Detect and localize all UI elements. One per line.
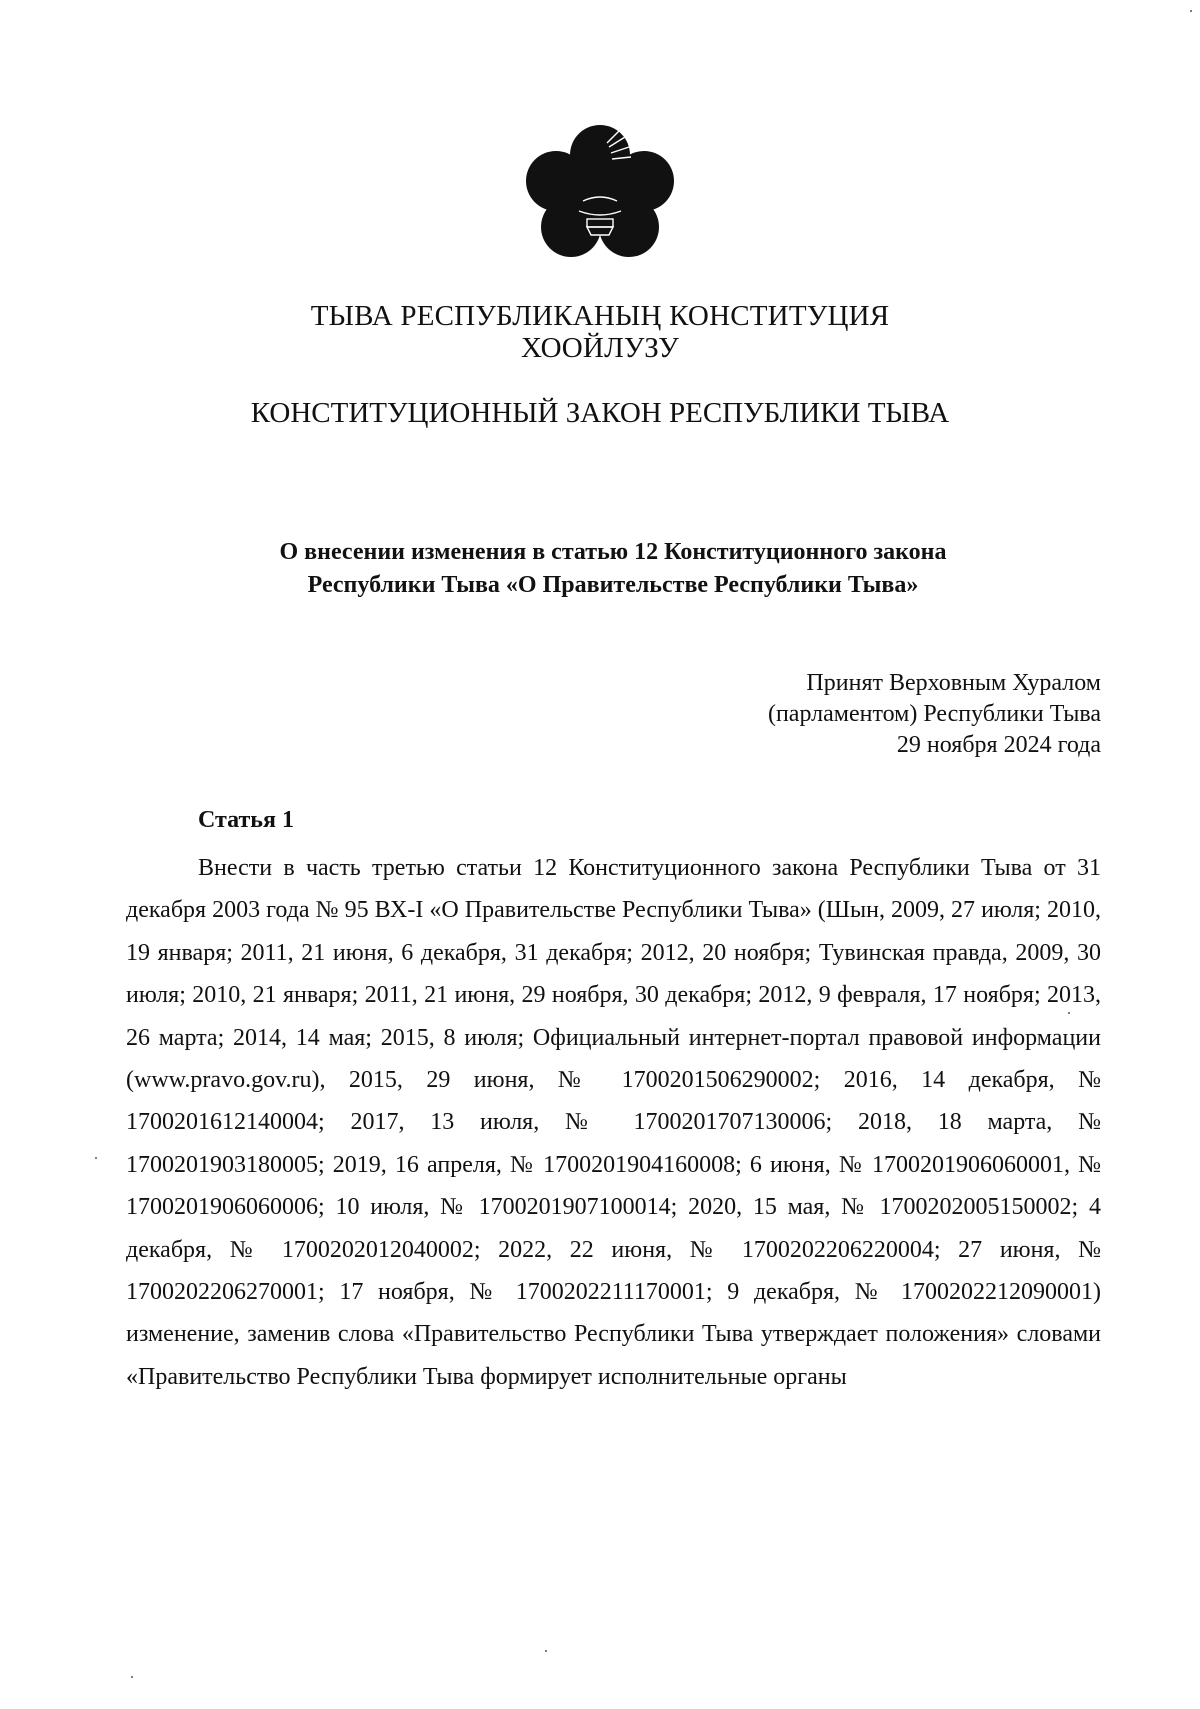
title-tuvan-line2: ХООЙЛУЗУ — [520, 332, 680, 364]
adoption-line2: (парламентом) Республики Тыва — [767, 701, 1101, 727]
document-title-russian: КОНСТИТУЦИОННЫЙ ЗАКОН РЕСПУБЛИКИ ТЫВА — [250, 397, 950, 429]
scan-speck — [1068, 1012, 1070, 1014]
subject-line2: Республики Тыва «О Правительстве Республики Тыва» — [307, 572, 919, 598]
document-title-tuvan — [0, 300, 1200, 364]
tuva-coat-of-arms-icon — [521, 123, 679, 261]
scan-speck — [545, 1650, 547, 1652]
law-subject-heading — [0, 536, 1200, 602]
adoption-date: 29 ноября 2024 года — [896, 732, 1101, 758]
scan-speck — [131, 1676, 133, 1678]
scan-speck — [1190, 10, 1192, 12]
article-body: Внести в часть третью статьи 12 Конституционного закона Республики Тыва от 31 декабря 2003 года № 95 ВХ-I «О Правительстве Республики Тыва» (Шын, 2009, 27 июля; 2010, 19 января; 2011, 21 июня, 6 декабря, 31 декабря; 2012, 20 ноября; Тувинская правда, 2009, 30 июля; 2010, 21 января; 2011, 21 июня, 29 ноября, 30 декабря; 2012, 9 февраля, 17 ноября; 2013, 26 марта; 2014, 14 мая; 2015, 8 июля; Официальный интернет-портал правовой информации (www.pravo.gov.ru), 2015, 29 июня, № 1700201506290002; 2016, 14 декабря, № 1700201612140004; 2017, 13 июля, № 1700201707130006; 2018, 18 марта, № 1700201903180005; 2019, 16 апреля, № 1700201904160008; 6 июня, № 1700201906060001, № 1700201906060006; 10 июля, № 1700201907100014; 2020, 15 мая, № 1700202005150002; 4 декабря, № 1700202012040002; 2022, 22 июня, № 1700202206220004; 27 июня, № 1700202206270001; 17 ноября, № 1700202211170001; 9 декабря, № 1700202212090001) изменение, заменив слова «Правительство Республики Тыва утверждает положения» словами «Правительство Республики Тыва формирует исполнительные органы — [126, 855, 1101, 1390]
scan-speck — [95, 1157, 97, 1159]
adoption-line1: Принят Верховным Хуралом — [806, 670, 1101, 696]
adoption-note — [768, 668, 1101, 761]
article-title: Статья 1 — [198, 807, 294, 833]
subject-line1: О внесении изменения в статью 12 Конституционного закона — [279, 539, 947, 565]
title-tuvan-line1: ТЫВА РЕСПУБЛИКАНЫҢ КОНСТИТУЦИЯ — [310, 300, 890, 332]
